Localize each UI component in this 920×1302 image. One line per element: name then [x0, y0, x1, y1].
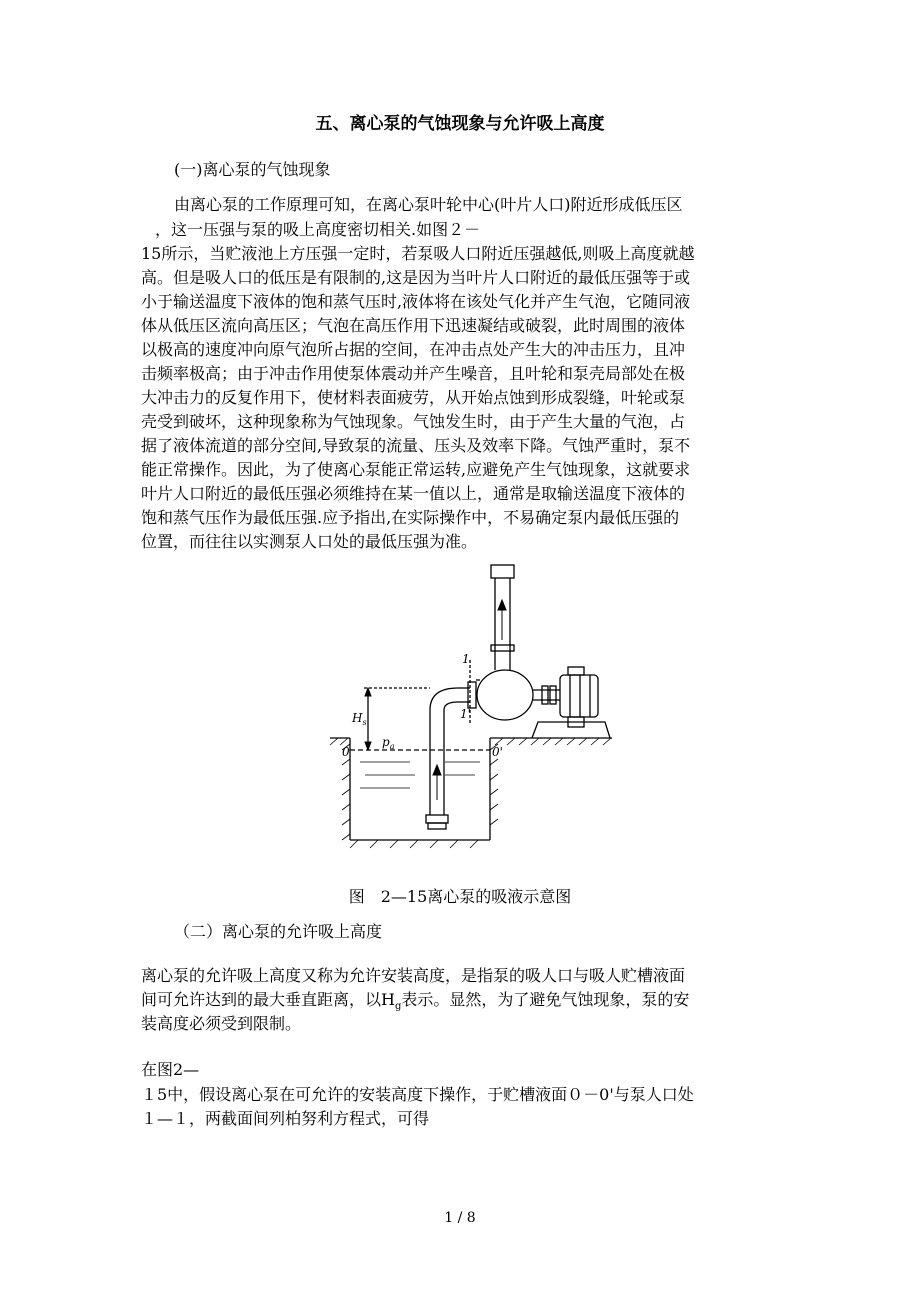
paragraph-line: １5中，假设离心泵在可允许的安装高度下操作，于贮槽液面０－0'与泵人口处	[141, 1085, 694, 1104]
figure-caption: 图 2—15离心泵的吸液示意图	[348, 887, 572, 906]
paragraph-line: 离心泵的允许吸上高度又称为允许安装高度，是指泵的吸人口与吸人贮槽液面	[141, 966, 686, 985]
paragraph-line: 装高度必须受到限制。	[141, 1014, 302, 1033]
section-1p-label: 1'	[460, 707, 471, 721]
hs-label: $H_s$	[352, 711, 367, 727]
paragraph-line: 据了液体流道的部分空间,导致泵的流量、压头及效率下降。气蚀严重时，泵不	[141, 436, 691, 455]
paragraph-line: 能正常操作。因此，为了使离心泵能正常运转,应避免产生气蚀现象，这就要求	[141, 460, 691, 479]
paragraph-line: 小于输送温度下液体的饱和蒸气压时,液体将在该处气化并产生气泡，它随同液	[141, 292, 691, 311]
paragraph-line: 大冲击力的反复作用下，使材料表面疲劳，从开始点蚀到形成裂缝，叶轮或泵	[141, 388, 686, 407]
paragraph-line: 高。但是吸人口的低压是有限制的,这是因为当叶片人口附近的最低压强等于或	[141, 268, 691, 287]
paragraph-line: 位置，而往往以实测泵人口处的最低压强为准。	[141, 532, 478, 551]
section-1-label: 1	[462, 652, 470, 666]
page-number: 1 / 8	[444, 1210, 476, 1226]
paragraph-line: １—１，两截面间列柏努利方程式，可得	[141, 1109, 430, 1128]
paragraph-line: 间可允许达到的最大垂直距离，以$H_g$表示。显然，为了避免气蚀现象，泵的安	[141, 990, 690, 1013]
section-heading: (一)离心泵的气蚀现象	[174, 160, 331, 179]
pa-label: $p_a$	[382, 735, 395, 751]
pump-suction-diagram	[320, 560, 620, 860]
paragraph-line: 击频率极高；由于冲击作用使泵体震动并产生噪音，且叶轮和泵壳局部处在极	[141, 364, 686, 383]
paragraph-line: 壳受到破坏，这种现象称为气蚀现象。气蚀发生时，由于产生大量的气泡，占	[141, 412, 686, 431]
level-0p-label: 0'	[492, 745, 503, 759]
level-0-label: 0	[342, 745, 350, 759]
paragraph-line: 由离心泵的工作原理可知，在离心泵叶轮中心(叶片人口)附近形成低压区	[174, 195, 683, 214]
paragraph-line: 以极高的速度冲向原气泡所占据的空间，在冲击点处产生大的冲击压力，且冲	[141, 340, 686, 359]
page-title: 五、离心泵的气蚀现象与允许吸上高度	[315, 114, 605, 134]
paragraph-line: 饱和蒸气压作为最低压强.应予指出,在实际操作中，不易确定泵内最低压强的	[141, 508, 680, 527]
paragraph-line: 在图2—	[141, 1060, 200, 1079]
section-heading: （二）离心泵的允许吸上高度	[174, 922, 383, 941]
paragraph-line: 叶片人口附近的最低压强必须维持在某一值以上，通常是取输送温度下液体的	[141, 484, 686, 503]
paragraph-line: ，这一压强与泵的吸上高度密切相关.如图２－	[155, 220, 481, 239]
paragraph-line: 15所示，当贮液池上方压强一定时，若泵吸人口附近压强越低,则吸上高度就越	[141, 244, 695, 263]
paragraph-line: 体从低压区流向高压区；气泡在高压作用下迅速凝结或破裂，此时周围的液体	[141, 316, 686, 335]
